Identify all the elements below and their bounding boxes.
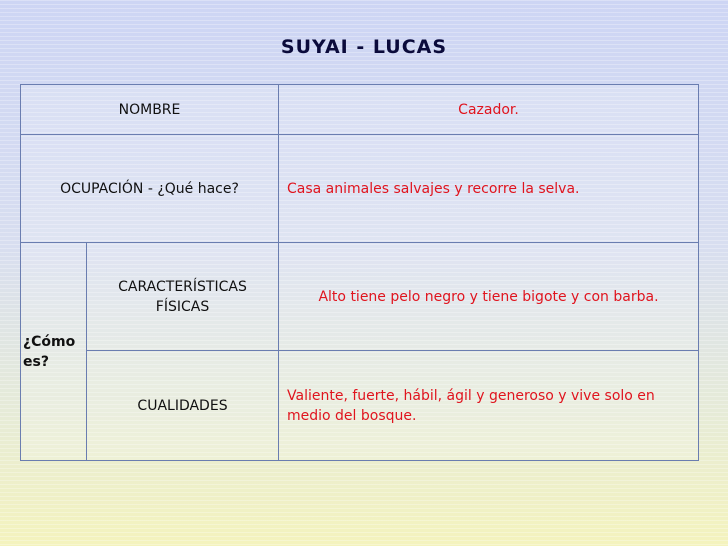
cualidades-label: CUALIDADES (87, 351, 279, 461)
table-row-caracteristicas (21, 243, 699, 351)
info-table (20, 84, 699, 461)
page-title: SUYAI - LUCAS (280, 36, 448, 58)
ocupacion-value: Casa animales salvajes y recorre la selva. (279, 135, 699, 243)
table-row-ocupacion (21, 135, 699, 243)
caracteristicas-value: Alto tiene pelo negro y tiene bigote y con barba. (279, 243, 699, 351)
table-row-cualidades (21, 351, 699, 461)
cualidades-value: Valiente, fuerte, hábil, ágil y generoso y vive solo en medio del bosque. (279, 351, 699, 461)
nombre-value: Cazador. (279, 85, 699, 135)
como-es-text: ¿Cómo es? (23, 333, 76, 370)
nombre-label: NOMBRE (21, 85, 279, 135)
como-es-label (21, 243, 87, 461)
caracteristicas-label: CARACTERÍSTICAS FÍSICAS (87, 243, 279, 351)
table-row-nombre (21, 85, 699, 135)
ocupacion-label: OCUPACIÓN - ¿Qué hace? (21, 135, 279, 243)
